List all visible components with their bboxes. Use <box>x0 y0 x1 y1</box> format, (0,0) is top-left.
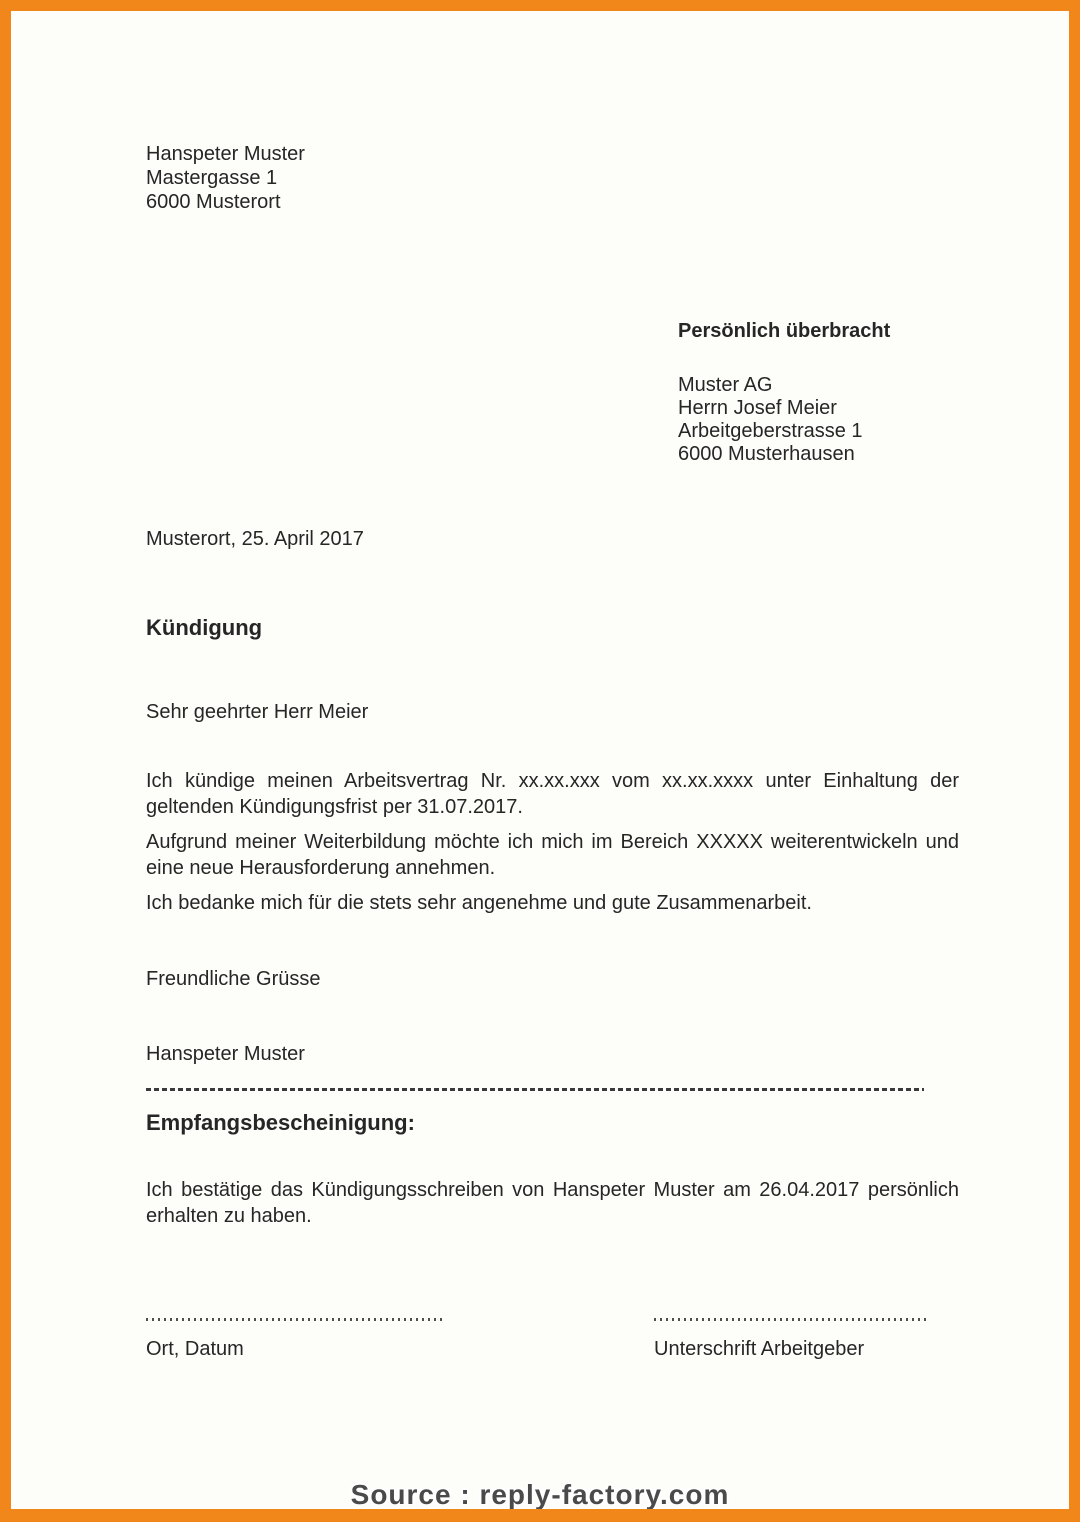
date-line: Musterort, 25. April 2017 <box>146 528 364 550</box>
signature-label-place-date: Ort, Datum <box>146 1338 244 1360</box>
recipient-company: Muster AG <box>678 374 773 396</box>
closing-phrase: Freundliche Grüsse <box>146 968 321 990</box>
receipt-heading: Empfangsbescheinigung: <box>146 1110 415 1135</box>
signature-line-employer <box>654 1318 928 1321</box>
signature-label-employer: Unterschrift Arbeitgeber <box>654 1338 865 1360</box>
receipt-body: Ich bestätige das Kündigungsschreiben von Hanspeter Muster am 26.04.2017 persönlich erhalten zu haben. <box>146 1179 959 1227</box>
signature-name: Hanspeter Muster <box>146 1043 305 1065</box>
recipient-city: 6000 Musterhausen <box>678 443 855 465</box>
source-watermark: Source : reply-factory.com <box>350 1479 730 1509</box>
sender-city: 6000 Musterort <box>146 191 281 213</box>
letter-document <box>11 11 1069 1509</box>
letter-paragraph: Ich kündige meinen Arbeitsvertrag Nr. xx.xx.xxx vom xx.xx.xxxx unter Einhaltung der geltenden Kündigungsfrist per 31.07.2017. <box>146 770 959 818</box>
recipient-street: Arbeitgeberstrasse 1 <box>678 420 863 442</box>
recipient-person: Herrn Josef Meier <box>678 397 837 419</box>
delivery-note: Persönlich überbracht <box>678 320 891 342</box>
letter-paragraph: Aufgrund meiner Weiterbildung möchte ich mich im Bereich XXXXX weiterentwickeln und eine neue Herausforderung annehmen. <box>146 831 959 879</box>
letter-body <box>146 700 959 925</box>
signature-line-place-date <box>146 1318 446 1321</box>
subject-heading: Kündigung <box>146 615 263 640</box>
sender-address <box>146 142 305 214</box>
sender-name: Hanspeter Muster <box>146 143 305 165</box>
dashed-separator <box>146 1088 924 1091</box>
sender-street: Mastergasse 1 <box>146 167 278 189</box>
recipient-block <box>678 319 890 466</box>
salutation: Sehr geehrter Herr Meier <box>146 701 369 723</box>
recipient-address <box>678 374 890 466</box>
letter-paragraph: Ich bedanke mich für die stets sehr angenehme und gute Zusammenarbeit. <box>146 892 812 914</box>
